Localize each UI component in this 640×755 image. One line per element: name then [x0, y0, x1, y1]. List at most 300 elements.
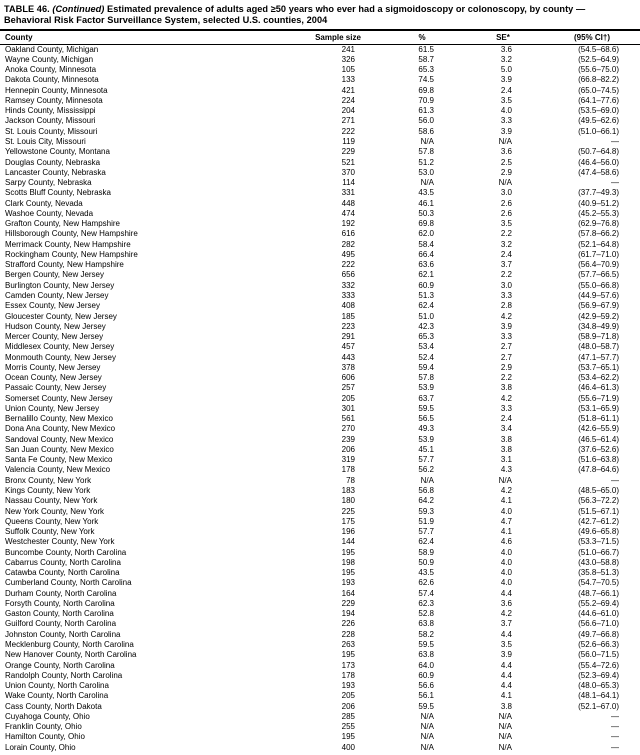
- table-title-line1: [4, 4, 636, 15]
- cell-percent: N/A: [420, 742, 434, 752]
- cell-county: Clark County, Nevada: [5, 198, 83, 208]
- cell-sample-size: 193: [341, 578, 355, 588]
- cell-ci: (46.4–61.3): [578, 383, 619, 393]
- cell-percent: 42.3: [418, 321, 434, 331]
- table-row: [0, 414, 640, 424]
- cell-percent: 53.4: [418, 342, 434, 352]
- cell-percent: 56.8: [418, 486, 434, 496]
- cell-se: 4.1: [500, 527, 512, 537]
- row-filler: [636, 671, 640, 681]
- table-row: [0, 455, 640, 465]
- cell-county: Gloucester County, New Jersey: [5, 311, 117, 321]
- table-row: [0, 435, 640, 445]
- cell-ci: (50.7–64.8): [578, 147, 619, 157]
- cell-se: N/A: [498, 742, 512, 752]
- cell-se: 4.0: [500, 568, 512, 578]
- row-filler: [636, 312, 640, 322]
- cell-se: 4.2: [500, 311, 512, 321]
- table-row: [0, 75, 640, 85]
- table-row: [0, 96, 640, 106]
- cell-county: Union County, North Carolina: [5, 681, 109, 691]
- col-header-se: SE*: [458, 30, 548, 45]
- cell-ci: (52.3–69.4): [578, 670, 619, 680]
- cell-se: 3.9: [500, 650, 512, 660]
- cell-percent: 63.7: [418, 393, 434, 403]
- cell-county: Hinds County, Mississippi: [5, 106, 96, 116]
- cell-sample-size: 204: [341, 106, 355, 116]
- cell-percent: 43.5: [418, 188, 434, 198]
- cell-county: Buncombe County, North Carolina: [5, 547, 127, 557]
- table-number: TABLE 46.: [4, 4, 50, 14]
- cell-ci: (55.4–72.6): [578, 660, 619, 670]
- cell-se: 3.5: [500, 219, 512, 229]
- row-filler: [636, 353, 640, 363]
- cell-ci: (56.3–72.2): [578, 496, 619, 506]
- cell-se: 3.6: [500, 598, 512, 608]
- cell-percent: N/A: [420, 178, 434, 188]
- row-filler: [636, 650, 640, 660]
- row-filler: [636, 445, 640, 455]
- cell-ci: (55.2–69.4): [578, 598, 619, 608]
- cell-sample-size: 301: [341, 403, 355, 413]
- cell-county: Mecklenburg County, North Carolina: [5, 640, 134, 649]
- table-row: [0, 373, 640, 383]
- row-filler: [636, 342, 640, 352]
- cell-percent: 69.8: [418, 85, 434, 95]
- cell-se: 3.8: [500, 383, 512, 393]
- cell-se: 3.8: [500, 701, 512, 711]
- cell-percent: 56.5: [418, 414, 434, 424]
- cell-percent: 57.8: [418, 373, 434, 383]
- cell-percent: 66.4: [418, 249, 434, 259]
- cell-ci: (48.0–58.7): [578, 342, 619, 352]
- cell-percent: 51.0: [418, 311, 434, 321]
- col-header-percent: %: [386, 30, 458, 45]
- cell-percent: 62.4: [418, 301, 434, 311]
- cell-county: Wayne County, Michigan: [5, 54, 94, 64]
- cell-se: 3.3: [500, 332, 512, 342]
- cell-county: Somerset County, New Jersey: [5, 393, 113, 403]
- cell-ci: (48.1–64.1): [578, 691, 619, 701]
- cell-se: 2.2: [500, 373, 512, 383]
- row-filler: [636, 332, 640, 342]
- row-filler: [636, 702, 640, 712]
- cell-county: Rockingham County, New Hampshire: [5, 249, 138, 259]
- cell-ci: (57.7–66.5): [578, 270, 619, 280]
- cell-county: Sarpy County, Nebraska: [5, 178, 92, 188]
- cell-county: Hillsborough County, New Hampshire: [5, 229, 138, 239]
- cell-county: Douglas County, Nebraska: [5, 157, 101, 167]
- cell-sample-size: 195: [341, 650, 355, 660]
- cell-sample-size: 192: [341, 219, 355, 229]
- table-row: [0, 671, 640, 681]
- cell-sample-size: 133: [341, 75, 355, 85]
- cell-ci: —: [611, 742, 619, 752]
- cell-se: 3.9: [500, 75, 512, 85]
- cell-county: Hennepin County, Minnesota: [5, 85, 108, 95]
- cell-se: 3.5: [500, 640, 512, 649]
- cell-county: Guilford County, North Carolina: [5, 619, 117, 629]
- cell-se: 2.7: [500, 342, 512, 352]
- cell-county: Camden County, New Jersey: [5, 290, 109, 300]
- cell-se: 3.2: [500, 54, 512, 64]
- cell-se: 4.4: [500, 629, 512, 639]
- cell-ci: (55.6–71.9): [578, 393, 619, 403]
- cell-se: 5.0: [500, 65, 512, 75]
- cell-sample-size: 185: [341, 311, 355, 321]
- cell-se: 3.5: [500, 95, 512, 105]
- row-filler: [636, 250, 640, 260]
- cell-county: Sandoval County, New Mexico: [5, 434, 114, 444]
- cell-county: Dona Ana County, New Mexico: [5, 424, 116, 434]
- cell-ci: (47.8–64.6): [578, 465, 619, 475]
- cell-percent: 60.9: [418, 670, 434, 680]
- cell-se: 4.6: [500, 537, 512, 547]
- table-row: [0, 722, 640, 732]
- cell-sample-size: 222: [341, 126, 355, 136]
- cell-sample-size: 448: [341, 198, 355, 208]
- cell-sample-size: 270: [341, 424, 355, 434]
- row-filler: [636, 65, 640, 75]
- col-header-filler: [636, 30, 640, 45]
- table-row: [0, 619, 640, 629]
- table-row: [0, 301, 640, 311]
- table-row: [0, 188, 640, 198]
- cell-county: Orange County, North Carolina: [5, 660, 115, 670]
- row-filler: [636, 178, 640, 188]
- prevalence-table: [0, 29, 640, 753]
- table-row: [0, 383, 640, 393]
- row-filler: [636, 558, 640, 568]
- cell-county: Hamilton County, Ohio: [5, 732, 85, 742]
- cell-ci: (45.2–55.3): [578, 208, 619, 218]
- cell-sample-size: 175: [341, 516, 355, 526]
- cell-sample-size: 195: [341, 547, 355, 557]
- table-row: [0, 712, 640, 722]
- table-row: [0, 486, 640, 496]
- cell-se: 2.4: [500, 249, 512, 259]
- table-row: [0, 661, 640, 671]
- cell-sample-size: 173: [341, 660, 355, 670]
- cell-county: Passaic County, New Jersey: [5, 383, 107, 393]
- cell-county: Kings County, New York: [5, 486, 91, 496]
- table-row: [0, 342, 640, 352]
- cell-county: Yellowstone County, Montana: [5, 147, 110, 157]
- row-filler: [636, 476, 640, 486]
- cell-sample-size: 105: [341, 65, 355, 75]
- cell-se: 3.8: [500, 444, 512, 454]
- cell-percent: 65.3: [418, 65, 434, 75]
- cell-sample-size: 370: [341, 167, 355, 177]
- table-row: [0, 630, 640, 640]
- cell-se: 4.4: [500, 670, 512, 680]
- table-row: [0, 548, 640, 558]
- cell-se: 2.5: [500, 157, 512, 167]
- table-row: [0, 589, 640, 599]
- cell-county: Jackson County, Missouri: [5, 116, 96, 126]
- table-row: [0, 158, 640, 168]
- table-row: [0, 250, 640, 260]
- cell-percent: 57.8: [418, 147, 434, 157]
- cell-sample-size: 114: [342, 178, 355, 188]
- cell-sample-size: 495: [341, 249, 355, 259]
- table-row: [0, 44, 640, 55]
- cell-county: St. Louis City, Missouri: [5, 136, 86, 146]
- cell-ci: (53.3–71.5): [578, 537, 619, 547]
- cell-ci: (48.7–66.1): [578, 588, 619, 598]
- row-filler: [636, 229, 640, 239]
- cell-ci: (37.7–49.3): [578, 188, 619, 198]
- cell-county: Gaston County, North Carolina: [5, 609, 114, 619]
- cell-ci: (51.6–63.8): [578, 455, 619, 465]
- cell-ci: —: [611, 732, 619, 742]
- cell-ci: (52.5–64.9): [578, 54, 619, 64]
- cell-sample-size: 333: [341, 290, 355, 300]
- cell-sample-size: 119: [342, 136, 355, 146]
- cell-se: 2.4: [500, 85, 512, 95]
- cell-ci: (52.1–67.0): [578, 701, 619, 711]
- cell-county: Burlington County, New Jersey: [5, 280, 115, 290]
- col-header-county: County: [0, 30, 290, 45]
- cell-percent: N/A: [420, 136, 434, 146]
- cell-se: N/A: [498, 732, 512, 742]
- cell-county: Dakota County, Minnesota: [5, 75, 99, 85]
- table-row: [0, 332, 640, 342]
- continued-label: (Continued): [52, 4, 105, 14]
- cell-ci: (49.7–66.8): [578, 629, 619, 639]
- cell-ci: (44.6–61.0): [578, 609, 619, 619]
- cell-percent: 64.2: [418, 496, 434, 506]
- row-filler: [636, 691, 640, 701]
- cell-percent: 56.1: [418, 691, 434, 701]
- row-filler: [636, 609, 640, 619]
- cell-se: 3.8: [500, 434, 512, 444]
- row-filler: [636, 712, 640, 722]
- cell-ci: (61.7–71.0): [578, 249, 619, 259]
- cell-percent: 65.3: [418, 332, 434, 342]
- table-row: [0, 260, 640, 270]
- cell-percent: 52.8: [418, 609, 434, 619]
- row-filler: [636, 568, 640, 578]
- cell-se: 4.2: [500, 486, 512, 496]
- cell-sample-size: 225: [341, 506, 355, 516]
- row-filler: [636, 86, 640, 96]
- cell-county: Queens County, New York: [5, 516, 99, 526]
- cell-percent: N/A: [420, 732, 434, 742]
- cell-county: Grafton County, New Hampshire: [5, 219, 121, 229]
- table-row: [0, 353, 640, 363]
- table-title-text: Estimated prevalence of adults aged ≥50 years who ever had a sigmoidoscopy or colonoscopy, by county —: [107, 4, 586, 14]
- cell-ci: (53.7–65.1): [578, 362, 619, 372]
- cell-ci: (46.5–61.4): [578, 434, 619, 444]
- row-filler: [636, 455, 640, 465]
- table-row: [0, 527, 640, 537]
- cell-percent: 59.4: [418, 362, 434, 372]
- cell-sample-size: 229: [341, 147, 355, 157]
- row-filler: [636, 589, 640, 599]
- cell-sample-size: 205: [341, 393, 355, 403]
- cell-percent: 62.4: [418, 537, 434, 547]
- cell-ci: (51.0–66.7): [578, 547, 619, 557]
- cell-ci: (34.8–49.9): [578, 321, 619, 331]
- cell-se: 4.0: [500, 106, 512, 116]
- cell-sample-size: 178: [341, 465, 355, 475]
- cell-ci: (37.6–52.6): [578, 444, 619, 454]
- col-header-ci: (95% CI†): [548, 30, 636, 45]
- cell-percent: 69.8: [418, 219, 434, 229]
- cell-county: Hudson County, New Jersey: [5, 321, 106, 331]
- table-row: [0, 424, 640, 434]
- cell-se: 4.1: [500, 691, 512, 701]
- cell-ci: (64.1–77.6): [578, 95, 619, 105]
- cell-se: 4.0: [500, 578, 512, 588]
- cell-county: Bergen County, New Jersey: [5, 270, 105, 280]
- cell-sample-size: 183: [341, 486, 355, 496]
- cell-ci: (56.9–67.9): [578, 301, 619, 311]
- cell-county: Randolph County, North Carolina: [5, 670, 123, 680]
- cell-sample-size: 229: [341, 598, 355, 608]
- cell-ci: (49.5–62.6): [578, 116, 619, 126]
- table-row: [0, 476, 640, 486]
- cell-sample-size: 561: [341, 414, 355, 424]
- row-filler: [636, 661, 640, 671]
- cell-se: 3.6: [500, 147, 512, 157]
- cell-county: New York County, New York: [5, 506, 105, 516]
- cell-se: 4.0: [500, 557, 512, 567]
- cell-county: Essex County, New Jersey: [5, 301, 100, 311]
- cell-percent: 56.0: [418, 116, 434, 126]
- cell-ci: (52.6–66.3): [578, 640, 619, 649]
- cell-sample-size: 205: [341, 691, 355, 701]
- cell-ci: (40.9–51.2): [578, 198, 619, 208]
- cell-county: New Hanover County, North Carolina: [5, 650, 137, 660]
- cell-sample-size: 271: [341, 116, 355, 126]
- row-filler: [636, 209, 640, 219]
- cell-se: 4.7: [500, 516, 512, 526]
- cell-county: Merrimack County, New Hampshire: [5, 239, 131, 249]
- cell-se: 3.3: [500, 403, 512, 413]
- table-row: [0, 219, 640, 229]
- cell-percent: 53.9: [418, 434, 434, 444]
- table-row: [0, 363, 640, 373]
- cell-county: St. Louis County, Missouri: [5, 126, 98, 136]
- cell-sample-size: 223: [341, 321, 355, 331]
- table-row: [0, 291, 640, 301]
- cell-ci: (54.7–70.5): [578, 578, 619, 588]
- cell-sample-size: 196: [341, 527, 355, 537]
- row-filler: [636, 630, 640, 640]
- cell-ci: (42.9–59.2): [578, 311, 619, 321]
- cell-se: 3.0: [500, 188, 512, 198]
- cell-percent: 52.4: [418, 352, 434, 362]
- cell-se: 3.1: [500, 455, 512, 465]
- cell-sample-size: 443: [341, 352, 355, 362]
- row-filler: [636, 291, 640, 301]
- cell-sample-size: 255: [341, 722, 355, 732]
- table-row: [0, 404, 640, 414]
- cell-percent: 63.8: [418, 619, 434, 629]
- table-row: [0, 568, 640, 578]
- cell-county: Suffolk County, New York: [5, 527, 95, 537]
- row-filler: [636, 168, 640, 178]
- cell-sample-size: 193: [341, 681, 355, 691]
- row-filler: [636, 44, 640, 55]
- cell-ci: (66.8–82.2): [578, 75, 619, 85]
- row-filler: [636, 414, 640, 424]
- table-row: [0, 691, 640, 701]
- cell-percent: 46.1: [418, 198, 434, 208]
- cell-ci: —: [611, 711, 619, 721]
- cell-ci: —: [611, 136, 619, 146]
- cell-county: Catawba County, North Carolina: [5, 568, 120, 578]
- cell-ci: —: [611, 475, 619, 485]
- table-body: [0, 44, 640, 753]
- cell-percent: 59.5: [418, 701, 434, 711]
- cell-se: 3.3: [500, 116, 512, 126]
- row-filler: [636, 743, 640, 753]
- cell-sample-size: 408: [341, 301, 355, 311]
- row-filler: [636, 722, 640, 732]
- row-filler: [636, 373, 640, 383]
- cell-se: 4.0: [500, 506, 512, 516]
- cell-county: Forsyth County, North Carolina: [5, 598, 115, 608]
- cell-percent: 56.6: [418, 681, 434, 691]
- cell-county: Union County, New Jersey: [5, 403, 100, 413]
- table-row: [0, 312, 640, 322]
- row-filler: [636, 96, 640, 106]
- cell-ci: (55.6–75.0): [578, 65, 619, 75]
- cell-se: 2.9: [500, 362, 512, 372]
- cell-se: 3.3: [500, 290, 512, 300]
- row-filler: [636, 199, 640, 209]
- row-filler: [636, 137, 640, 147]
- row-filler: [636, 240, 640, 250]
- cell-se: 3.6: [500, 44, 512, 54]
- cell-sample-size: 241: [341, 44, 355, 54]
- row-filler: [636, 322, 640, 332]
- table-row: [0, 640, 640, 650]
- cell-se: 4.4: [500, 660, 512, 670]
- cell-percent: 59.5: [418, 640, 434, 649]
- cell-se: N/A: [498, 136, 512, 146]
- cell-percent: 70.9: [418, 95, 434, 105]
- row-filler: [636, 548, 640, 558]
- cell-county: Middlesex County, New Jersey: [5, 342, 115, 352]
- row-filler: [636, 106, 640, 116]
- cell-percent: 56.2: [418, 465, 434, 475]
- table-row: [0, 517, 640, 527]
- cell-percent: 53.9: [418, 383, 434, 393]
- cell-ci: (35.8–51.3): [578, 568, 619, 578]
- cell-percent: 60.9: [418, 280, 434, 290]
- cell-sample-size: 78: [346, 475, 355, 485]
- cell-ci: (53.4–62.2): [578, 373, 619, 383]
- cell-percent: 62.3: [418, 598, 434, 608]
- cell-sample-size: 195: [341, 732, 355, 742]
- row-filler: [636, 301, 640, 311]
- table-row: [0, 537, 640, 547]
- cell-ci: —: [611, 722, 619, 732]
- row-filler: [636, 363, 640, 373]
- cell-county: Strafford County, New Hampshire: [5, 260, 124, 270]
- cell-sample-size: 222: [341, 260, 355, 270]
- row-filler: [636, 116, 640, 126]
- cell-se: 3.7: [500, 619, 512, 629]
- cell-percent: 62.6: [418, 578, 434, 588]
- cell-sample-size: 332: [341, 280, 355, 290]
- row-filler: [636, 383, 640, 393]
- cell-se: 4.0: [500, 547, 512, 557]
